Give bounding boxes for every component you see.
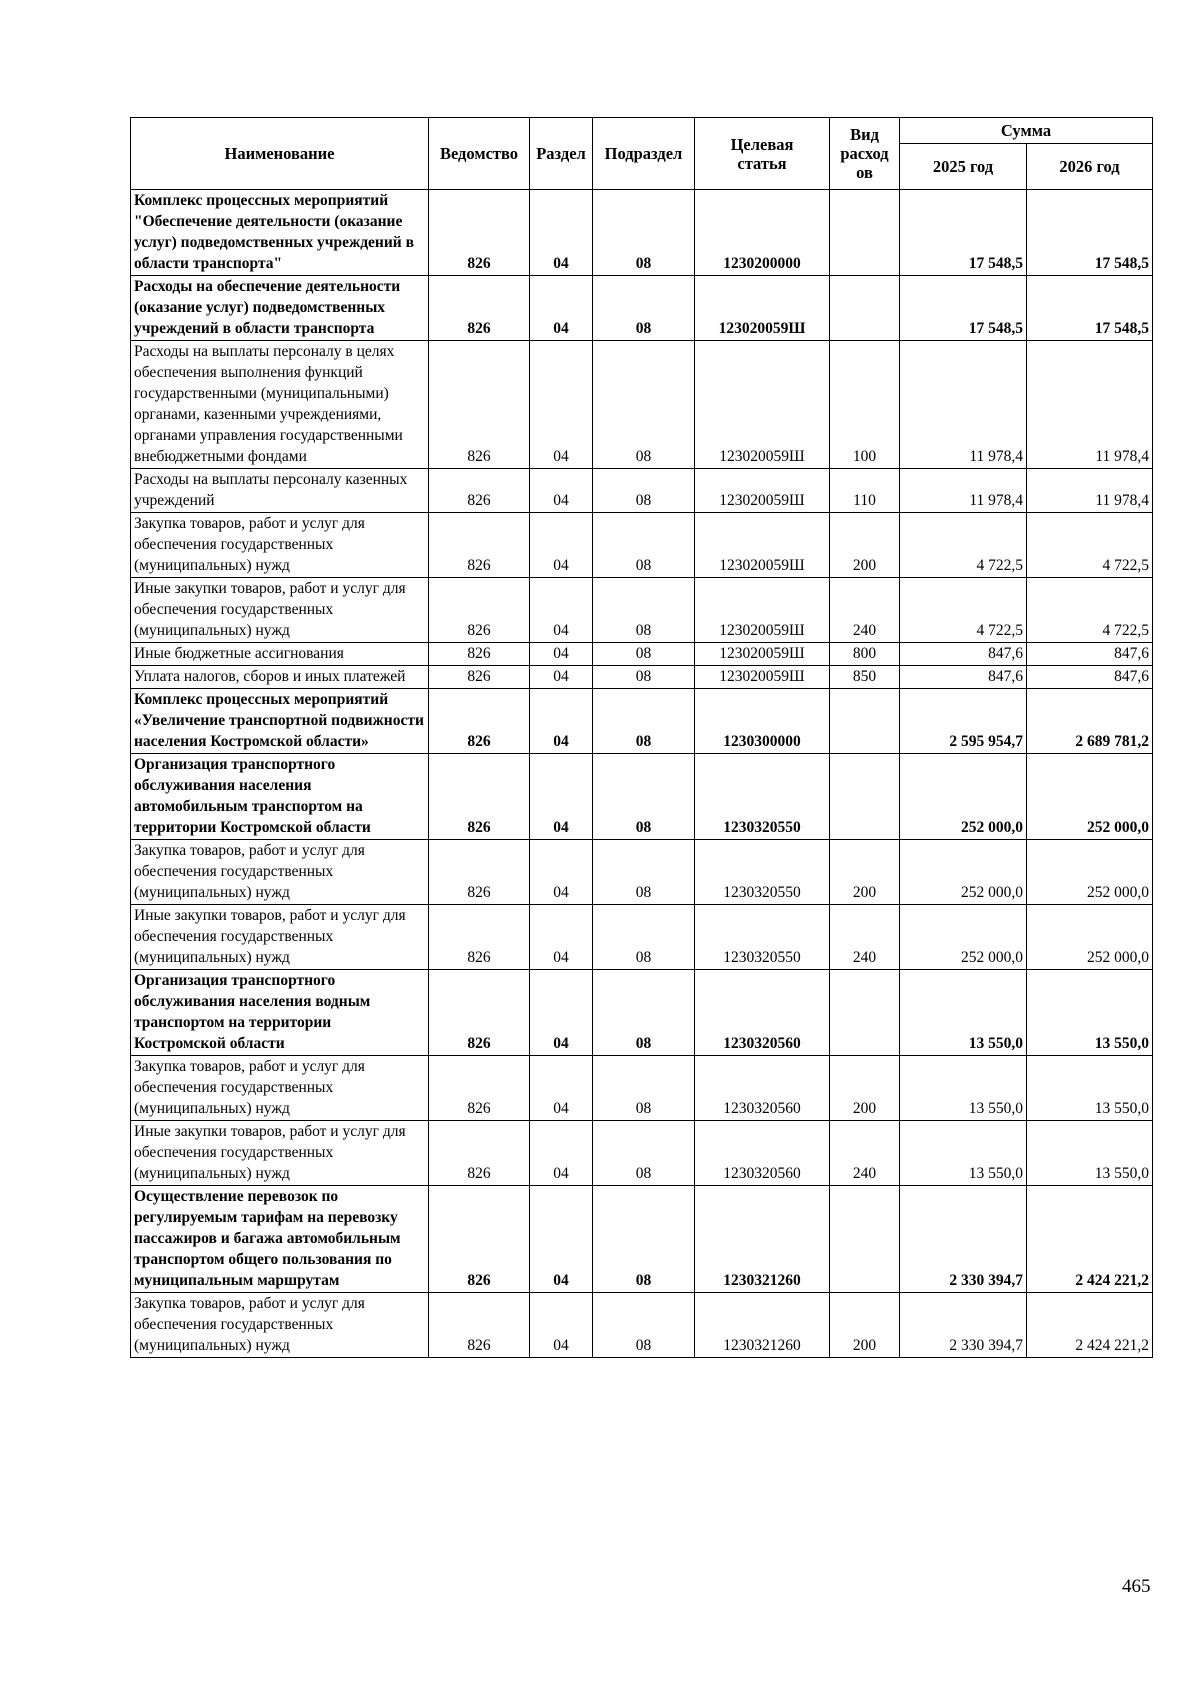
cell-razdel: 04 — [530, 190, 593, 276]
cell-sum-2025: 4 722,5 — [900, 578, 1027, 643]
cell-vedomstvo: 826 — [429, 970, 530, 1056]
cell-vedomstvo: 826 — [429, 666, 530, 689]
header-summa: Сумма — [900, 118, 1153, 144]
table-row — [131, 666, 1153, 689]
budget-table — [130, 117, 1153, 1358]
cell-sum-2025: 252 000,0 — [900, 905, 1027, 970]
table-row — [131, 754, 1153, 840]
cell-vedomstvo: 826 — [429, 754, 530, 840]
cell-razdel: 04 — [530, 469, 593, 513]
table-row — [131, 341, 1153, 469]
header-2025: 2025 год — [900, 144, 1027, 190]
header-celevaya-statya: Целевая статья — [695, 118, 830, 190]
cell-sum-2025: 13 550,0 — [900, 1121, 1027, 1186]
cell-sum-2026: 17 548,5 — [1027, 190, 1153, 276]
cell-podrazdel: 08 — [593, 1056, 695, 1121]
cell-sum-2026: 252 000,0 — [1027, 840, 1153, 905]
cell-razdel: 04 — [530, 643, 593, 666]
table-body — [131, 190, 1153, 1358]
cell-vedomstvo: 826 — [429, 190, 530, 276]
cell-name: Иные бюджетные ассигнования — [131, 643, 429, 666]
cell-vid-raskhodov: 240 — [830, 1121, 900, 1186]
cell-vedomstvo: 826 — [429, 578, 530, 643]
cell-vedomstvo: 826 — [429, 1186, 530, 1293]
cell-sum-2025: 4 722,5 — [900, 513, 1027, 578]
cell-vedomstvo: 826 — [429, 905, 530, 970]
cell-sum-2025: 2 595 954,7 — [900, 689, 1027, 754]
cell-name: Закупка товаров, работ и услуг для обеспечения государственных (муниципальных) нужд — [131, 1293, 429, 1358]
page-number: 465 — [1122, 1576, 1151, 1597]
cell-celevaya-statya: 123020059Ш — [695, 513, 830, 578]
cell-podrazdel: 08 — [593, 905, 695, 970]
cell-vid-raskhodov: 100 — [830, 341, 900, 469]
header-vid-raskhodov: Вид расход ов — [830, 118, 900, 190]
cell-vid-raskhodov: 850 — [830, 666, 900, 689]
cell-vid-raskhodov — [830, 970, 900, 1056]
cell-razdel: 04 — [530, 1056, 593, 1121]
cell-sum-2025: 17 548,5 — [900, 276, 1027, 341]
cell-razdel: 04 — [530, 905, 593, 970]
cell-razdel: 04 — [530, 970, 593, 1056]
cell-vid-raskhodov: 200 — [830, 1293, 900, 1358]
cell-sum-2025: 847,6 — [900, 643, 1027, 666]
cell-name: Уплата налогов, сборов и иных платежей — [131, 666, 429, 689]
cell-razdel: 04 — [530, 840, 593, 905]
cell-vedomstvo: 826 — [429, 1121, 530, 1186]
cell-sum-2025: 2 330 394,7 — [900, 1186, 1027, 1293]
cell-name: Закупка товаров, работ и услуг для обеспечения государственных (муниципальных) нужд — [131, 1056, 429, 1121]
cell-name: Иные закупки товаров, работ и услуг для обеспечения государственных (муниципальных) нужд — [131, 1121, 429, 1186]
cell-sum-2025: 252 000,0 — [900, 754, 1027, 840]
cell-sum-2025: 847,6 — [900, 666, 1027, 689]
table-row — [131, 469, 1153, 513]
cell-vid-raskhodov: 240 — [830, 905, 900, 970]
table-row — [131, 1056, 1153, 1121]
cell-vedomstvo: 826 — [429, 341, 530, 469]
cell-podrazdel: 08 — [593, 970, 695, 1056]
header-razdel: Раздел — [530, 118, 593, 190]
cell-celevaya-statya: 1230320560 — [695, 1056, 830, 1121]
cell-name: Комплекс процессных мероприятий "Обеспечение деятельности (оказание услуг) подведомственных учреждений в области транспорта" — [131, 190, 429, 276]
cell-vedomstvo: 826 — [429, 643, 530, 666]
cell-celevaya-statya: 1230321260 — [695, 1186, 830, 1293]
table-row — [131, 1186, 1153, 1293]
cell-razdel: 04 — [530, 754, 593, 840]
cell-celevaya-statya: 1230200000 — [695, 190, 830, 276]
cell-sum-2025: 11 978,4 — [900, 469, 1027, 513]
cell-podrazdel: 08 — [593, 643, 695, 666]
cell-podrazdel: 08 — [593, 689, 695, 754]
cell-razdel: 04 — [530, 689, 593, 754]
cell-podrazdel: 08 — [593, 1121, 695, 1186]
cell-sum-2025: 13 550,0 — [900, 1056, 1027, 1121]
cell-razdel: 04 — [530, 578, 593, 643]
cell-sum-2026: 2 424 221,2 — [1027, 1186, 1153, 1293]
cell-vid-raskhodov — [830, 190, 900, 276]
cell-celevaya-statya: 1230320550 — [695, 905, 830, 970]
cell-podrazdel: 08 — [593, 341, 695, 469]
cell-sum-2026: 252 000,0 — [1027, 754, 1153, 840]
cell-vid-raskhodov: 200 — [830, 513, 900, 578]
cell-podrazdel: 08 — [593, 276, 695, 341]
table-row — [131, 1293, 1153, 1358]
table-row — [131, 840, 1153, 905]
table-row — [131, 190, 1153, 276]
cell-sum-2025: 13 550,0 — [900, 970, 1027, 1056]
cell-vid-raskhodov — [830, 689, 900, 754]
cell-sum-2026: 4 722,5 — [1027, 513, 1153, 578]
table-row — [131, 513, 1153, 578]
cell-vedomstvo: 826 — [429, 469, 530, 513]
cell-sum-2026: 13 550,0 — [1027, 970, 1153, 1056]
cell-razdel: 04 — [530, 513, 593, 578]
table-row — [131, 276, 1153, 341]
cell-vedomstvo: 826 — [429, 1293, 530, 1358]
cell-vedomstvo: 826 — [429, 840, 530, 905]
cell-sum-2025: 2 330 394,7 — [900, 1293, 1027, 1358]
cell-vedomstvo: 826 — [429, 276, 530, 341]
cell-sum-2026: 11 978,4 — [1027, 341, 1153, 469]
cell-celevaya-statya: 1230320550 — [695, 840, 830, 905]
cell-name: Расходы на выплаты персоналу в целях обеспечения выполнения функций государственными (муниципальными) органами, казенными учреждениями, органами управления государственными внебюджетными фондами — [131, 341, 429, 469]
cell-name: Расходы на выплаты персоналу казенных учреждений — [131, 469, 429, 513]
header-vedomstvo: Ведомство — [429, 118, 530, 190]
cell-razdel: 04 — [530, 1186, 593, 1293]
cell-sum-2026: 13 550,0 — [1027, 1121, 1153, 1186]
table-row — [131, 578, 1153, 643]
cell-vid-raskhodov — [830, 1186, 900, 1293]
cell-podrazdel: 08 — [593, 1293, 695, 1358]
cell-celevaya-statya: 1230320560 — [695, 1121, 830, 1186]
cell-sum-2026: 11 978,4 — [1027, 469, 1153, 513]
cell-sum-2026: 17 548,5 — [1027, 276, 1153, 341]
cell-name: Осуществление перевозок по регулируемым тарифам на перевозку пассажиров и багажа автомобильным транспортом общего пользования по муниципальным маршрутам — [131, 1186, 429, 1293]
cell-name: Расходы на обеспечение деятельности (оказание услуг) подведомственных учреждений в области транспорта — [131, 276, 429, 341]
cell-vid-raskhodov: 200 — [830, 840, 900, 905]
header-podrazdel: Подраздел — [593, 118, 695, 190]
cell-podrazdel: 08 — [593, 666, 695, 689]
cell-celevaya-statya: 123020059Ш — [695, 578, 830, 643]
cell-podrazdel: 08 — [593, 840, 695, 905]
cell-vid-raskhodov: 200 — [830, 1056, 900, 1121]
cell-razdel: 04 — [530, 341, 593, 469]
cell-razdel: 04 — [530, 1121, 593, 1186]
cell-podrazdel: 08 — [593, 190, 695, 276]
table-header — [131, 118, 1153, 190]
cell-podrazdel: 08 — [593, 578, 695, 643]
header-2026: 2026 год — [1027, 144, 1153, 190]
table-row — [131, 905, 1153, 970]
cell-podrazdel: 08 — [593, 754, 695, 840]
cell-podrazdel: 08 — [593, 1186, 695, 1293]
cell-razdel: 04 — [530, 276, 593, 341]
cell-vid-raskhodov: 110 — [830, 469, 900, 513]
cell-name: Организация транспортного обслуживания населения водным транспортом на территории Костромской области — [131, 970, 429, 1056]
cell-vedomstvo: 826 — [429, 513, 530, 578]
cell-sum-2026: 2 689 781,2 — [1027, 689, 1153, 754]
cell-sum-2026: 252 000,0 — [1027, 905, 1153, 970]
header-name: Наименование — [131, 118, 429, 190]
cell-vedomstvo: 826 — [429, 689, 530, 754]
cell-sum-2026: 2 424 221,2 — [1027, 1293, 1153, 1358]
cell-celevaya-statya: 1230320550 — [695, 754, 830, 840]
cell-sum-2026: 4 722,5 — [1027, 578, 1153, 643]
cell-celevaya-statya: 1230321260 — [695, 1293, 830, 1358]
cell-podrazdel: 08 — [593, 513, 695, 578]
cell-sum-2025: 17 548,5 — [900, 190, 1027, 276]
cell-vid-raskhodov: 240 — [830, 578, 900, 643]
cell-celevaya-statya: 123020059Ш — [695, 643, 830, 666]
cell-celevaya-statya: 123020059Ш — [695, 666, 830, 689]
table-row — [131, 1121, 1153, 1186]
cell-celevaya-statya: 123020059Ш — [695, 276, 830, 341]
cell-name: Комплекс процессных мероприятий «Увеличение транспортной подвижности населения Костромской области» — [131, 689, 429, 754]
cell-celevaya-statya: 123020059Ш — [695, 341, 830, 469]
cell-sum-2025: 252 000,0 — [900, 840, 1027, 905]
cell-vid-raskhodov — [830, 754, 900, 840]
cell-podrazdel: 08 — [593, 469, 695, 513]
cell-vid-raskhodov — [830, 276, 900, 341]
cell-sum-2026: 847,6 — [1027, 666, 1153, 689]
table-row — [131, 970, 1153, 1056]
table-row — [131, 689, 1153, 754]
table-row — [131, 643, 1153, 666]
cell-sum-2026: 847,6 — [1027, 643, 1153, 666]
cell-name: Закупка товаров, работ и услуг для обеспечения государственных (муниципальных) нужд — [131, 513, 429, 578]
cell-razdel: 04 — [530, 1293, 593, 1358]
cell-razdel: 04 — [530, 666, 593, 689]
cell-vedomstvo: 826 — [429, 1056, 530, 1121]
cell-vid-raskhodov: 800 — [830, 643, 900, 666]
cell-celevaya-statya: 1230300000 — [695, 689, 830, 754]
cell-name: Закупка товаров, работ и услуг для обеспечения государственных (муниципальных) нужд — [131, 840, 429, 905]
cell-sum-2025: 11 978,4 — [900, 341, 1027, 469]
cell-name: Иные закупки товаров, работ и услуг для обеспечения государственных (муниципальных) нужд — [131, 905, 429, 970]
cell-sum-2026: 13 550,0 — [1027, 1056, 1153, 1121]
cell-name: Иные закупки товаров, работ и услуг для обеспечения государственных (муниципальных) нужд — [131, 578, 429, 643]
cell-celevaya-statya: 123020059Ш — [695, 469, 830, 513]
cell-celevaya-statya: 1230320560 — [695, 970, 830, 1056]
cell-name: Организация транспортного обслуживания населения автомобильным транспортом на территории Костромской области — [131, 754, 429, 840]
